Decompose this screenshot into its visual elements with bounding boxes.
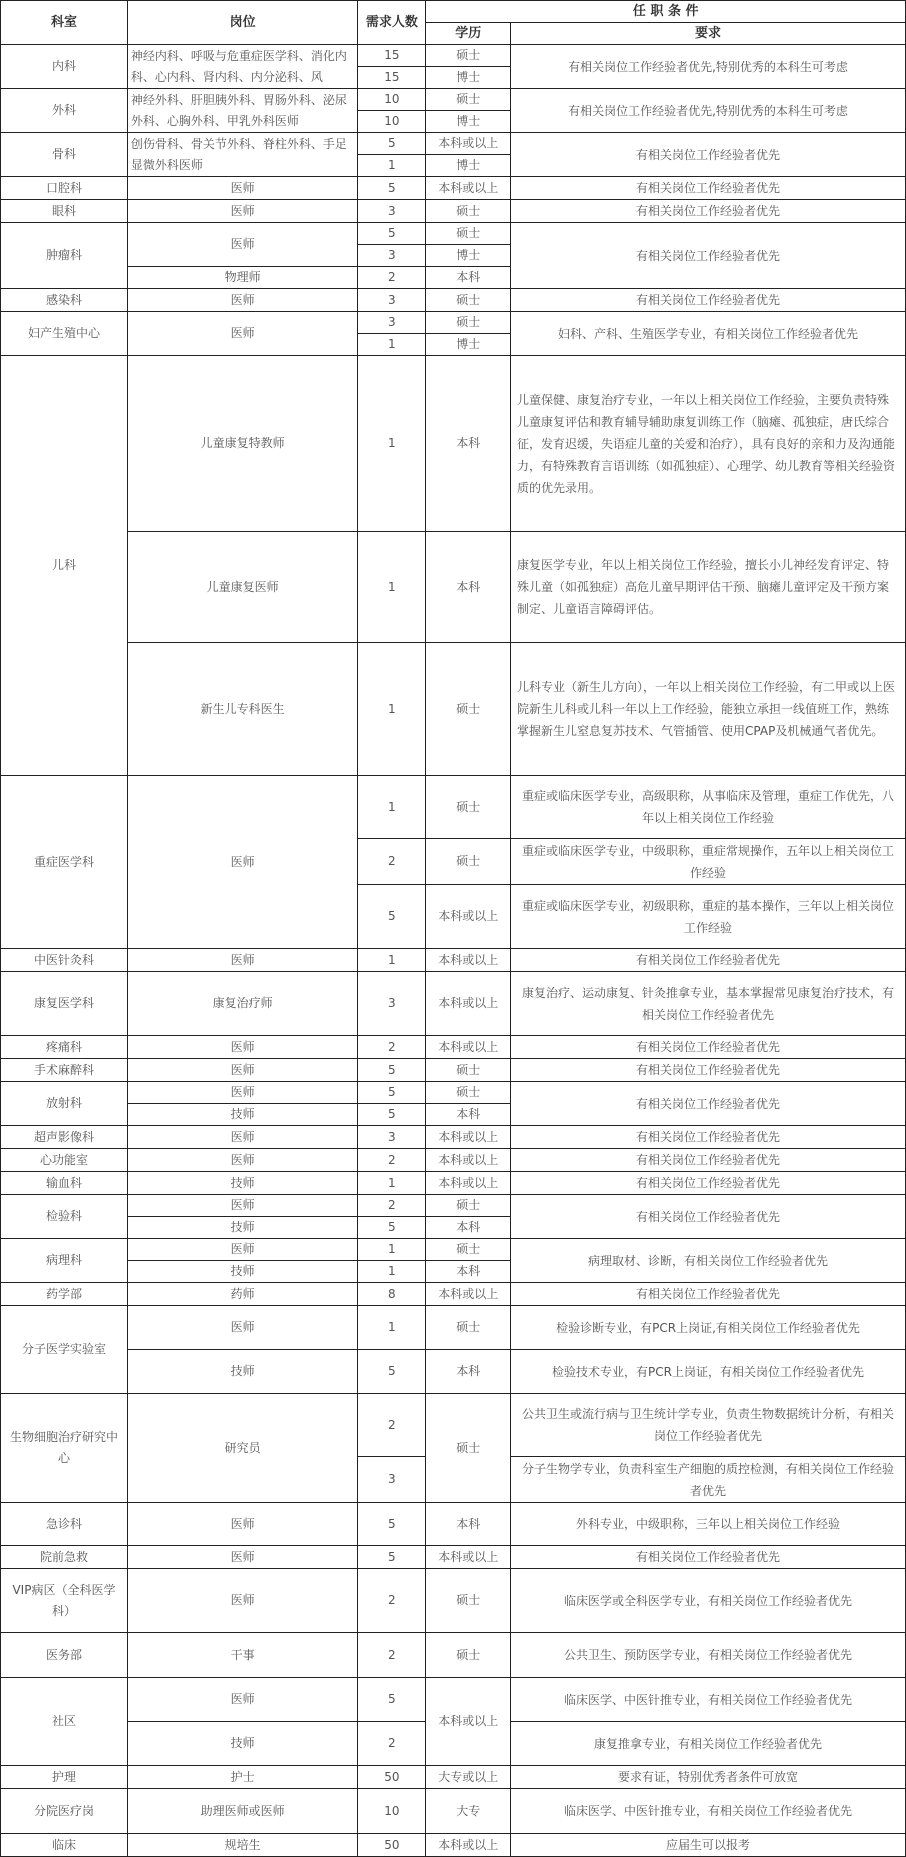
table-row [1, 1239, 906, 1261]
edu-cell: 硕士 [426, 200, 511, 223]
table-row [1, 312, 906, 334]
count-cell: 3 [358, 972, 426, 1036]
dept-cell: 检验科 [1, 1195, 128, 1239]
dept-cell: 护理 [1, 1766, 128, 1789]
req-cell: 有相关岗位工作经验者优先 [511, 1082, 906, 1126]
count-cell: 50 [358, 1834, 426, 1857]
dept-cell: 分子医学实验室 [1, 1306, 128, 1394]
dept-cell: 眼科 [1, 200, 128, 223]
post-cell: 新生儿专科医生 [127, 643, 357, 776]
count-cell: 1 [358, 1306, 426, 1350]
header-post: 岗位 [127, 1, 357, 45]
req-cell: 分子生物学专业，负责科室生产细胞的质控检测，有相关岗位工作经验者优先 [511, 1457, 906, 1503]
req-cell: 有相关岗位工作经验者优先 [511, 289, 906, 312]
count-cell: 3 [358, 200, 426, 223]
count-cell: 3 [358, 245, 426, 267]
edu-cell: 硕士 [426, 643, 511, 776]
count-cell: 5 [358, 1350, 426, 1394]
req-cell: 应届生可以报考 [511, 1834, 906, 1857]
post-cell: 医师 [127, 776, 357, 949]
header-edu: 学历 [426, 23, 511, 45]
table-row [1, 1306, 906, 1350]
count-cell: 15 [358, 45, 426, 67]
edu-cell: 硕士 [426, 1195, 511, 1217]
edu-cell: 大专或以上 [426, 1766, 511, 1789]
count-cell: 1 [358, 334, 426, 356]
req-cell: 有相关岗位工作经验者优先 [511, 223, 906, 289]
table-row [1, 1394, 906, 1457]
dept-cell: 医务部 [1, 1633, 128, 1678]
post-cell: 技师 [127, 1104, 357, 1126]
post-cell: 创伤骨科、骨关节外科、脊柱外科、手足显微外科医师 [127, 133, 357, 177]
req-cell: 公共卫生或流行病与卫生统计学专业，负责生物数据统计分析，有相关岗位工作经验者优先 [511, 1394, 906, 1457]
count-cell: 1 [358, 949, 426, 972]
edu-cell: 本科或以上 [426, 1546, 511, 1569]
edu-cell: 本科或以上 [426, 1149, 511, 1172]
req-cell: 公共卫生、预防医学专业，有相关岗位工作经验者优先 [511, 1633, 906, 1678]
dept-cell: 心功能室 [1, 1149, 128, 1172]
post-cell: 医师 [127, 1569, 357, 1633]
edu-cell: 硕士 [426, 1239, 511, 1261]
dept-cell: 骨科 [1, 133, 128, 177]
count-cell: 8 [358, 1283, 426, 1306]
header-dept: 科室 [1, 1, 128, 45]
post-cell: 药师 [127, 1283, 357, 1306]
req-cell: 要求有证，特别优秀者条件可放宽 [511, 1766, 906, 1789]
count-cell: 1 [358, 1239, 426, 1261]
post-cell: 神经内科、呼吸与危重症医学科、消化内科、心内科、肾内科、内分泌科、风 [127, 45, 357, 89]
edu-cell: 硕士 [426, 45, 511, 67]
post-cell: 医师 [127, 1059, 357, 1082]
count-cell: 1 [358, 1261, 426, 1283]
dept-cell: 内科 [1, 45, 128, 89]
dept-cell: 妇产生殖中心 [1, 312, 128, 356]
post-cell: 医师 [127, 1239, 357, 1261]
req-cell: 儿童保健、康复治疗专业，一年以上相关岗位工作经验，主要负责特殊儿童康复评估和教育辅导辅助康复训练工作（脑瘫、孤独症，唐氏综合征，发育迟缓，失语症儿童的关爱和治疗），具有良好的亲和力及沟通能力，有特殊教育言语训练（如孤独症）、心理学、幼儿教育等相关经验资质的优先录用。 [511, 356, 906, 532]
table-row [1, 1789, 906, 1834]
edu-cell: 本科 [426, 1503, 511, 1546]
count-cell: 5 [358, 1503, 426, 1546]
count-cell: 10 [358, 111, 426, 133]
count-cell: 15 [358, 67, 426, 89]
post-cell: 技师 [127, 1172, 357, 1195]
edu-cell: 博士 [426, 155, 511, 177]
count-cell: 1 [358, 532, 426, 643]
req-cell: 有相关岗位工作经验者优先 [511, 133, 906, 177]
post-cell: 技师 [127, 1350, 357, 1394]
edu-cell: 本科或以上 [426, 885, 511, 949]
header-req: 要求 [511, 23, 906, 45]
dept-cell: 肿瘤科 [1, 223, 128, 289]
count-cell: 5 [358, 223, 426, 245]
post-cell: 研究员 [127, 1394, 357, 1503]
table-row [1, 1350, 906, 1394]
edu-cell: 本科或以上 [426, 972, 511, 1036]
post-cell: 干事 [127, 1633, 357, 1678]
count-cell: 2 [358, 1149, 426, 1172]
post-cell: 医师 [127, 177, 357, 200]
dept-cell: 药学部 [1, 1283, 128, 1306]
table-row [1, 1633, 906, 1678]
dept-cell: 病理科 [1, 1239, 128, 1283]
table-row [1, 177, 906, 200]
count-cell: 2 [358, 1722, 426, 1766]
post-cell: 医师 [127, 1082, 357, 1104]
req-cell: 临床医学或全科医学专业，有相关岗位工作经验者优先 [511, 1569, 906, 1633]
count-cell: 10 [358, 89, 426, 111]
header-count: 需求人数 [358, 1, 426, 45]
table-row [1, 289, 906, 312]
req-cell: 康复治疗、运动康复、针灸推拿专业，基本掌握常见康复治疗技术，有相关岗位工作经验者优先 [511, 972, 906, 1036]
count-cell: 5 [358, 1546, 426, 1569]
req-cell: 检验技术专业，有PCR上岗证，有相关岗位工作经验者优先 [511, 1350, 906, 1394]
table-row [1, 1149, 906, 1172]
dept-cell: 放射科 [1, 1082, 128, 1126]
table-row [1, 776, 906, 839]
table-row [1, 223, 906, 245]
req-cell: 有相关岗位工作经验者优先 [511, 949, 906, 972]
req-cell: 有相关岗位工作经验者优先 [511, 1126, 906, 1149]
edu-cell: 博士 [426, 245, 511, 267]
edu-cell: 本科或以上 [426, 1172, 511, 1195]
dept-cell: 外科 [1, 89, 128, 133]
post-cell: 医师 [127, 223, 357, 267]
table-row [1, 1082, 906, 1104]
table-row [1, 1503, 906, 1546]
dept-cell: 超声影像科 [1, 1126, 128, 1149]
edu-cell: 硕士 [426, 289, 511, 312]
dept-cell: 重症医学科 [1, 776, 128, 949]
req-cell: 有相关岗位工作经验者优先 [511, 1149, 906, 1172]
table-row [1, 1036, 906, 1059]
edu-cell: 本科或以上 [426, 1036, 511, 1059]
req-cell: 康复推拿专业，有相关岗位工作经验者优先 [511, 1722, 906, 1766]
table-row [1, 89, 906, 111]
count-cell: 2 [358, 1569, 426, 1633]
count-cell: 5 [358, 177, 426, 200]
req-cell: 有相关岗位工作经验者优先 [511, 1546, 906, 1569]
edu-cell: 本科或以上 [426, 133, 511, 155]
req-cell: 康复医学专业，年以上相关岗位工作经验，擅长小儿神经发育评定、特殊儿童（如孤独症）高危儿童早期评估干预、脑瘫儿童评定及干预方案制定、儿童语言障碍评估。 [511, 532, 906, 643]
count-cell: 3 [358, 1457, 426, 1503]
header-conditions: 任 职 条 件 [426, 1, 906, 23]
post-cell: 技师 [127, 1722, 357, 1766]
count-cell: 2 [358, 839, 426, 885]
dept-cell: 社区 [1, 1678, 128, 1766]
dept-cell: VIP病区（全科医学科） [1, 1569, 128, 1633]
count-cell: 2 [358, 1195, 426, 1217]
edu-cell: 本科或以上 [426, 949, 511, 972]
count-cell: 3 [358, 289, 426, 312]
table-row [1, 949, 906, 972]
count-cell: 3 [358, 312, 426, 334]
table-row [1, 972, 906, 1036]
table-row [1, 45, 906, 67]
req-cell: 重症或临床医学专业，高级职称，从事临床及管理，重症工作优先，八年以上相关岗位工作经验 [511, 776, 906, 839]
count-cell: 2 [358, 1633, 426, 1678]
count-cell: 2 [358, 1394, 426, 1457]
post-cell: 护士 [127, 1766, 357, 1789]
req-cell: 妇科、产科、生殖医学专业，有相关岗位工作经验者优先 [511, 312, 906, 356]
count-cell: 1 [358, 643, 426, 776]
dept-cell: 急诊科 [1, 1503, 128, 1546]
post-cell: 医师 [127, 1195, 357, 1217]
post-cell: 儿童康复医师 [127, 532, 357, 643]
table-row [1, 1172, 906, 1195]
post-cell: 技师 [127, 1261, 357, 1283]
edu-cell: 硕士 [426, 89, 511, 111]
dept-cell: 输血科 [1, 1172, 128, 1195]
dept-cell: 临床 [1, 1834, 128, 1857]
count-cell: 5 [358, 133, 426, 155]
table-row [1, 356, 906, 532]
req-cell: 有相关岗位工作经验者优先 [511, 1036, 906, 1059]
post-cell: 医师 [127, 1678, 357, 1722]
table-row [1, 1766, 906, 1789]
edu-cell: 本科或以上 [426, 1834, 511, 1857]
post-cell: 康复治疗师 [127, 972, 357, 1036]
edu-cell: 硕士 [426, 776, 511, 839]
dept-cell: 儿科 [1, 356, 128, 776]
post-cell: 医师 [127, 312, 357, 356]
edu-cell: 本科或以上 [426, 1283, 511, 1306]
edu-cell: 本科 [426, 267, 511, 289]
edu-cell: 硕士 [426, 312, 511, 334]
edu-cell: 硕士 [426, 1306, 511, 1350]
post-cell: 医师 [127, 1546, 357, 1569]
post-cell: 医师 [127, 1306, 357, 1350]
edu-cell: 本科 [426, 1261, 511, 1283]
table-row [1, 1834, 906, 1857]
req-cell: 儿科专业（新生儿方向），一年以上相关岗位工作经验，有二甲或以上医院新生儿科或儿科一年以上工作经验，能独立承担一线值班工作，熟练掌握新生儿窒息复苏技术、气管插管、使用CPAP及机械通气者优先。 [511, 643, 906, 776]
edu-cell: 本科 [426, 532, 511, 643]
edu-cell: 博士 [426, 67, 511, 89]
post-cell: 医师 [127, 200, 357, 223]
req-cell: 病理取材、诊断，有相关岗位工作经验者优先 [511, 1239, 906, 1283]
dept-cell: 分院医疗岗 [1, 1789, 128, 1834]
count-cell: 5 [358, 1059, 426, 1082]
req-cell: 有相关岗位工作经验者优先 [511, 1195, 906, 1239]
edu-cell: 本科或以上 [426, 1126, 511, 1149]
post-cell: 医师 [127, 1126, 357, 1149]
post-cell: 助理医师或医师 [127, 1789, 357, 1834]
req-cell: 有相关岗位工作经验者优先 [511, 1172, 906, 1195]
dept-cell: 疼痛科 [1, 1036, 128, 1059]
count-cell: 5 [358, 1678, 426, 1722]
req-cell: 有相关岗位工作经验者优先 [511, 177, 906, 200]
edu-cell: 本科 [426, 1104, 511, 1126]
post-cell: 技师 [127, 1217, 357, 1239]
count-cell: 5 [358, 1217, 426, 1239]
edu-cell: 硕士 [426, 1059, 511, 1082]
count-cell: 10 [358, 1789, 426, 1834]
count-cell: 1 [358, 356, 426, 532]
edu-cell: 本科 [426, 1217, 511, 1239]
dept-cell: 口腔科 [1, 177, 128, 200]
edu-cell: 大专 [426, 1789, 511, 1834]
edu-cell: 博士 [426, 334, 511, 356]
edu-cell: 本科或以上 [426, 177, 511, 200]
post-cell: 医师 [127, 1036, 357, 1059]
count-cell: 3 [358, 1126, 426, 1149]
edu-cell: 硕士 [426, 223, 511, 245]
table-row [1, 1059, 906, 1082]
req-cell: 重症或临床医学专业，初级职称，重症的基本操作，三年以上相关岗位工作经验 [511, 885, 906, 949]
req-cell: 检验诊断专业，有PCR上岗证,有相关岗位工作经验者优先 [511, 1306, 906, 1350]
table-row [1, 1283, 906, 1306]
edu-cell: 本科 [426, 356, 511, 532]
req-cell: 有相关岗位工作经验者优先 [511, 200, 906, 223]
edu-cell: 博士 [426, 111, 511, 133]
table-row [1, 1126, 906, 1149]
dept-cell: 院前急救 [1, 1546, 128, 1569]
req-cell: 重症或临床医学专业，中级职称，重症常规操作，五年以上相关岗位工作经验 [511, 839, 906, 885]
count-cell: 2 [358, 267, 426, 289]
edu-cell: 硕士 [426, 1394, 511, 1503]
table-row [1, 643, 906, 776]
req-cell: 临床医学、中医针推专业，有相关岗位工作经验者优先 [511, 1678, 906, 1722]
edu-cell: 本科或以上 [426, 1678, 511, 1766]
req-cell: 临床医学、中医针推专业，有相关岗位工作经验者优先 [511, 1789, 906, 1834]
req-cell: 有相关岗位工作经验者优先,特别优秀的本科生可考虑 [511, 45, 906, 89]
table-row [1, 1546, 906, 1569]
post-cell: 医师 [127, 1149, 357, 1172]
dept-cell: 中医针灸科 [1, 949, 128, 972]
count-cell: 5 [358, 1082, 426, 1104]
count-cell: 5 [358, 885, 426, 949]
dept-cell: 生物细胞治疗研究中心 [1, 1394, 128, 1503]
req-cell: 有相关岗位工作经验者优先 [511, 1059, 906, 1082]
post-cell: 医师 [127, 1503, 357, 1546]
req-cell: 外科专业，中级职称，三年以上相关岗位工作经验 [511, 1503, 906, 1546]
count-cell: 50 [358, 1766, 426, 1789]
count-cell: 2 [358, 1036, 426, 1059]
post-cell: 神经外科、肝胆胰外科、胃肠外科、泌尿外科、心胸外科、甲乳外科医师 [127, 89, 357, 133]
table-row [1, 133, 906, 155]
edu-cell: 硕士 [426, 1633, 511, 1678]
table-row [1, 532, 906, 643]
post-cell: 规培生 [127, 1834, 357, 1857]
post-cell: 医师 [127, 289, 357, 312]
dept-cell: 康复医学科 [1, 972, 128, 1036]
count-cell: 1 [358, 1172, 426, 1195]
edu-cell: 硕士 [426, 1082, 511, 1104]
count-cell: 1 [358, 776, 426, 839]
post-cell: 医师 [127, 949, 357, 972]
table-row [1, 200, 906, 223]
table-row [1, 1678, 906, 1722]
post-cell: 儿童康复特教师 [127, 356, 357, 532]
table-row [1, 1569, 906, 1633]
count-cell: 1 [358, 155, 426, 177]
edu-cell: 硕士 [426, 1569, 511, 1633]
dept-cell: 感染科 [1, 289, 128, 312]
count-cell: 5 [358, 1104, 426, 1126]
post-cell: 物理师 [127, 267, 357, 289]
req-cell: 有相关岗位工作经验者优先,特别优秀的本科生可考虑 [511, 89, 906, 133]
req-cell: 有相关岗位工作经验者优先 [511, 1283, 906, 1306]
edu-cell: 本科 [426, 1350, 511, 1394]
dept-cell: 手术麻醉科 [1, 1059, 128, 1082]
edu-cell: 硕士 [426, 839, 511, 885]
table-row [1, 1195, 906, 1217]
